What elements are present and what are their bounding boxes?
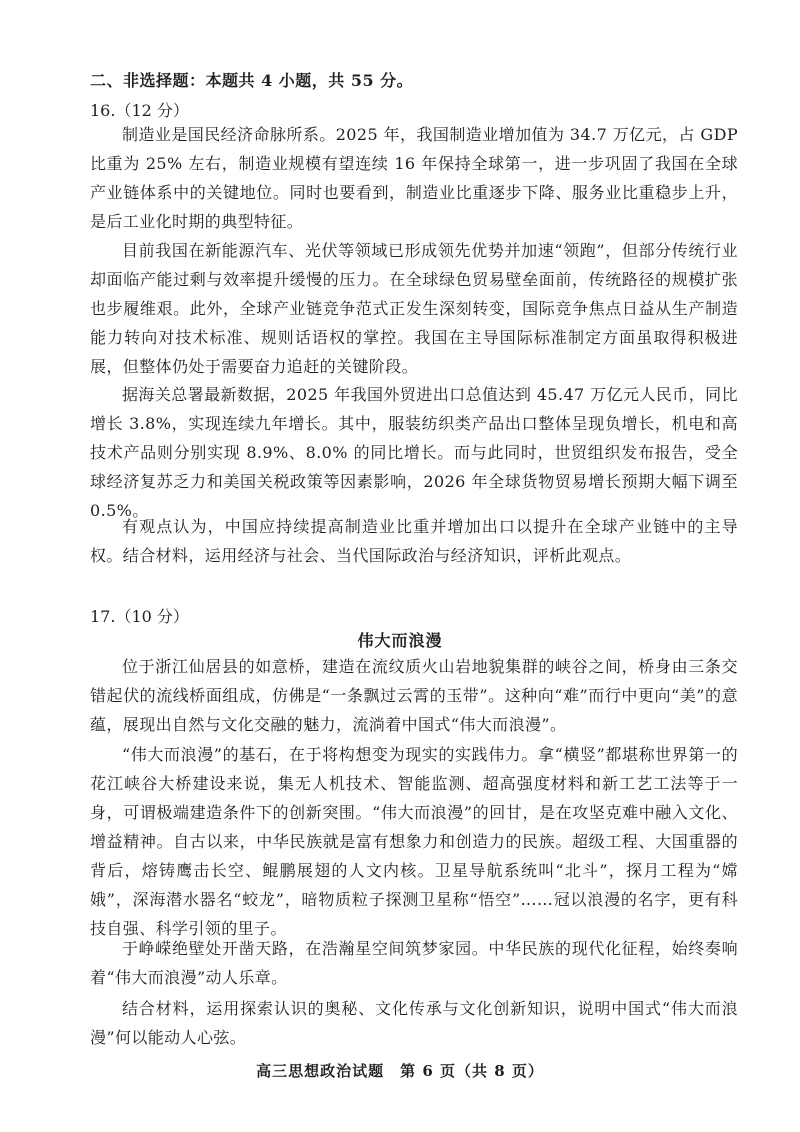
q16-paragraph-4: 有观点认为，中国应持续提高制造业比重并增加出口以提升在全球产业链中的主导权。结合材料，运用经济与社会、当代国际政治与经济知识，评析此观点。	[90, 517, 738, 565]
q16-paragraph-3: 据海关总署最新数据，2025 年我国外贸进出口总值达到 45.47 万亿元人民币，同比增长 3.8%，实现连续九年增长。其中，服装纺织类产品出口整体呈现负增长，机电和高技术产品则分别实现 8.9%、8.0% 的同比增长。而与此同时，世贸组织发布报告，受全球经济复苏乏力和美国关税政策等因素影响，2026 年全球货物贸易增长预期大幅下调至 0.5%。	[90, 385, 738, 520]
page-footer: 高三思想政治试题 第 6 页（共 8 页）	[256, 1062, 544, 1080]
q17-title: 伟大而浪漫	[357, 631, 443, 650]
question-16-number: 16.（12 分）	[90, 101, 189, 120]
q16-paragraph-1: 制造业是国民经济命脉所系。2025 年，我国制造业增加值为 34.7 万亿元，占 GDP 比重为 25% 左右，制造业规模有望连续 16 年保持全球第一，进一步巩固了我国在全球产业链体系中的关键地位。同时也要看到，制造业比重逐步下降、服务业比重稳步上升，是后工业化时期的典型特征。	[90, 125, 738, 231]
question-17-number: 17.（10 分）	[90, 607, 189, 626]
q16-paragraph-2: 目前我国在新能源汽车、光伏等领域已形成领先优势并加速“领跑”，但部分传统行业却面临产能过剩与效率提升缓慢的压力。在全球绿色贸易壁垒面前，传统路径的规模扩张也步履维艰。此外，全球产业链竞争范式正发生深刻转变，国际竞争焦点日益从生产制造能力转向对技术标准、规则话语权的掌控。我国在主导国际标准制定方面虽取得积极进展，但整体仍处于需要奋力追赶的关键阶段。	[90, 241, 738, 376]
section-heading: 二、非选择题：本题共 4 小题，共 55 分。	[90, 71, 414, 90]
q17-paragraph-1: 位于浙江仙居县的如意桥，建造在流纹质火山岩地貌集群的峡谷之间，桥身由三条交错起伏的流线桥面组成，仿佛是“一条飘过云霄的玉带”。这种向“难”而行中更向“美”的意蕴，展现出自然与文化交融的魅力，流淌着中国式“伟大而浪漫”。	[90, 657, 738, 734]
q17-paragraph-4: 结合材料，运用探索认识的奥秘、文化传承与文化创新知识，说明中国式“伟大而浪漫”何以能动人心弦。	[90, 999, 738, 1047]
q17-paragraph-3: 于峥嵘绝壁处开凿天路，在浩瀚星空间筑梦家园。中华民族的现代化征程，始终奏响着“伟大而浪漫”动人乐章。	[90, 939, 738, 987]
q17-paragraph-2: “伟大而浪漫”的基石，在于将构想变为现实的实践伟力。拿“横竖”都堪称世界第一的花江峡谷大桥建设来说，集无人机技术、智能监测、超高强度材料和新工艺工法等于一身，可谓极端建造条件下的创新突围。“伟大而浪漫”的回甘，是在攻坚克难中融入文化、增益精神。自古以来，中华民族就是富有想象力和创造力的民族。超级工程、大国重器的背后，熔铸鹰击长空、鲲鹏展翅的人文内核。卫星导航系统叫“北斗”，探月工程为“嫦娥”，深海潜水器名“蛟龙”，暗物质粒子探测卫星称“悟空”……冠以浪漫的名字，更有科技自强、科学引领的里子。	[90, 745, 738, 938]
